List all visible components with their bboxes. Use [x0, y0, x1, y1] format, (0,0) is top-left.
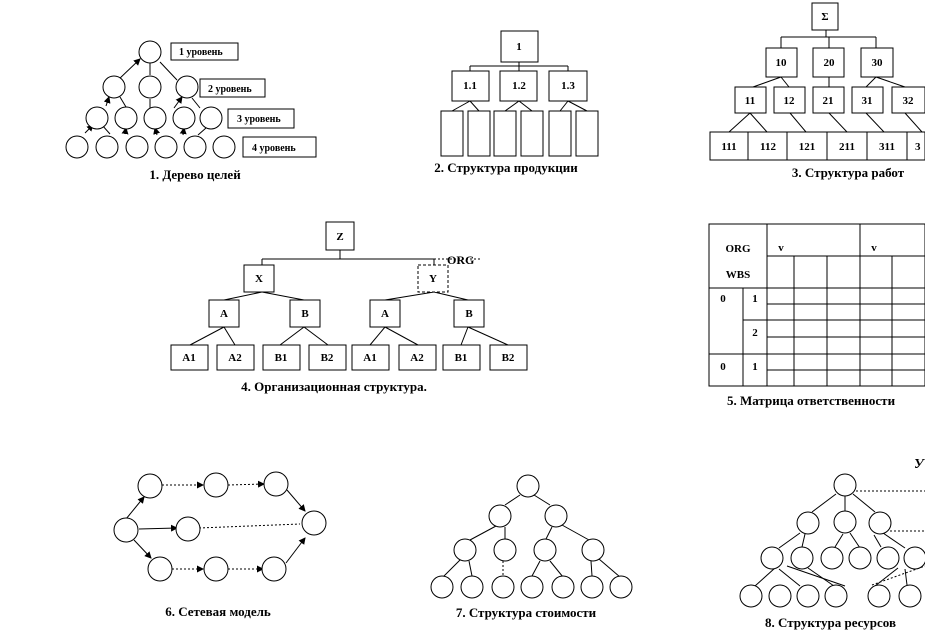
caption-work-structure: 3. Структура работ — [791, 165, 905, 180]
matrix-col-marker: v — [778, 242, 784, 254]
resource-node — [869, 512, 891, 534]
resource-node — [868, 585, 890, 607]
org-node: X — [255, 273, 263, 285]
goal-node — [86, 107, 108, 129]
matrix-col-marker: v — [871, 242, 877, 254]
network-node — [176, 517, 200, 541]
resource-node — [797, 512, 819, 534]
work-node: 111 — [721, 141, 737, 153]
goal-node — [144, 107, 166, 129]
cost-node — [517, 475, 539, 497]
resource-node — [797, 585, 819, 607]
org-node: Y — [429, 273, 437, 285]
matrix-org-label: ORG — [725, 243, 751, 255]
org-node: A2 — [228, 352, 242, 364]
network-node — [204, 473, 228, 497]
org-node: A1 — [363, 352, 377, 364]
cost-node — [431, 576, 453, 598]
org-node: B2 — [501, 352, 515, 364]
cost-node — [582, 539, 604, 561]
resource-structure — [740, 474, 925, 607]
goal-node — [66, 136, 88, 158]
resource-node — [769, 585, 791, 607]
resource-node — [740, 585, 762, 607]
goal-node — [139, 76, 161, 98]
resource-node — [899, 585, 921, 607]
level-label: 2 уровень — [208, 84, 252, 95]
matrix-row-minor: 2 — [752, 327, 758, 339]
resource-node — [761, 547, 783, 569]
cost-node — [610, 576, 632, 598]
work-structure — [710, 3, 925, 160]
resource-node — [877, 547, 899, 569]
goal-node — [115, 107, 137, 129]
work-root: Σ — [821, 11, 829, 23]
work-node: 211 — [839, 141, 855, 153]
resource-node — [834, 511, 856, 533]
network-node — [204, 557, 228, 581]
org-root: Z — [336, 231, 344, 243]
resource-node — [849, 547, 871, 569]
goal-node — [200, 107, 222, 129]
org-node: B2 — [320, 352, 334, 364]
caption-resource-structure: 8. Структура ресурсов — [765, 615, 896, 630]
work-node: 3 — [915, 141, 921, 153]
network-node — [262, 557, 286, 581]
goal-node — [213, 136, 235, 158]
work-node: 32 — [902, 95, 914, 107]
product-node: 1.1 — [463, 80, 477, 92]
caption-org-structure: 4. Организационная структура. — [241, 379, 427, 394]
cost-structure — [431, 475, 632, 598]
org-structure — [171, 222, 527, 370]
work-node: 12 — [783, 95, 795, 107]
org-labels — [182, 231, 515, 364]
caption-cost-structure: 7. Структура стоимости — [455, 605, 597, 620]
work-node: 20 — [823, 57, 835, 69]
cost-node — [534, 539, 556, 561]
org-node: B1 — [274, 352, 288, 364]
level-label: 4 уровень — [252, 143, 296, 154]
cost-node — [545, 505, 567, 527]
resource-node — [821, 547, 843, 569]
work-node: 311 — [879, 141, 895, 153]
product-node: 1.3 — [561, 80, 575, 92]
goal-node — [139, 41, 161, 63]
caption-responsibility-matrix: 5. Матрица ответственности — [727, 393, 896, 408]
work-node: 21 — [822, 95, 834, 107]
matrix-row-major: 0 — [720, 293, 726, 305]
org-node: B — [301, 308, 309, 320]
org-node: A — [220, 308, 228, 320]
matrix-row-major: 0 — [720, 361, 726, 373]
org-node: A — [381, 308, 389, 320]
network-model — [114, 472, 326, 581]
network-node — [148, 557, 172, 581]
caption-goal-tree: 1. Дерево целей — [149, 167, 241, 182]
resource-corner-label: У — [914, 457, 924, 472]
cost-node — [552, 576, 574, 598]
work-node: 11 — [744, 95, 756, 107]
goal-node — [173, 107, 195, 129]
work-node: 112 — [760, 141, 776, 153]
work-node: 10 — [775, 57, 787, 69]
network-node — [114, 518, 138, 542]
resource-node — [904, 547, 925, 569]
goal-tree — [66, 41, 316, 158]
goal-node — [96, 136, 118, 158]
cost-node — [521, 576, 543, 598]
cost-node — [581, 576, 603, 598]
org-side-label: ORG — [447, 253, 475, 267]
goal-node — [126, 136, 148, 158]
matrix-row-minor: 1 — [752, 293, 758, 305]
matrix-wbs-label: WBS — [725, 269, 751, 281]
network-node — [264, 472, 288, 496]
org-node: A1 — [182, 352, 196, 364]
resource-node — [834, 474, 856, 496]
product-node: 1.2 — [512, 80, 526, 92]
network-node — [138, 474, 162, 498]
product-root: 1 — [516, 41, 522, 53]
cost-node — [454, 539, 476, 561]
cost-node — [489, 505, 511, 527]
cost-node — [461, 576, 483, 598]
org-node: B — [465, 308, 473, 320]
cost-node — [494, 539, 516, 561]
caption-network-model: 6. Сетевая модель — [165, 604, 271, 619]
network-node — [302, 511, 326, 535]
resource-node — [825, 585, 847, 607]
goal-node — [184, 136, 206, 158]
work-node: 31 — [861, 95, 873, 107]
level-label: 3 уровень — [237, 114, 281, 125]
work-node: 30 — [871, 57, 883, 69]
goal-node — [176, 76, 198, 98]
work-node: 121 — [798, 141, 816, 153]
matrix-labels — [720, 242, 877, 373]
resource-node — [791, 547, 813, 569]
org-node: B1 — [454, 352, 468, 364]
caption-product-structure: 2. Структура продукции — [434, 160, 578, 175]
org-node: A2 — [410, 352, 424, 364]
goal-node — [155, 136, 177, 158]
goal-node — [103, 76, 125, 98]
level-label: 1 уровень — [179, 47, 223, 58]
cost-node — [492, 576, 514, 598]
matrix-row-minor: 1 — [752, 361, 758, 373]
